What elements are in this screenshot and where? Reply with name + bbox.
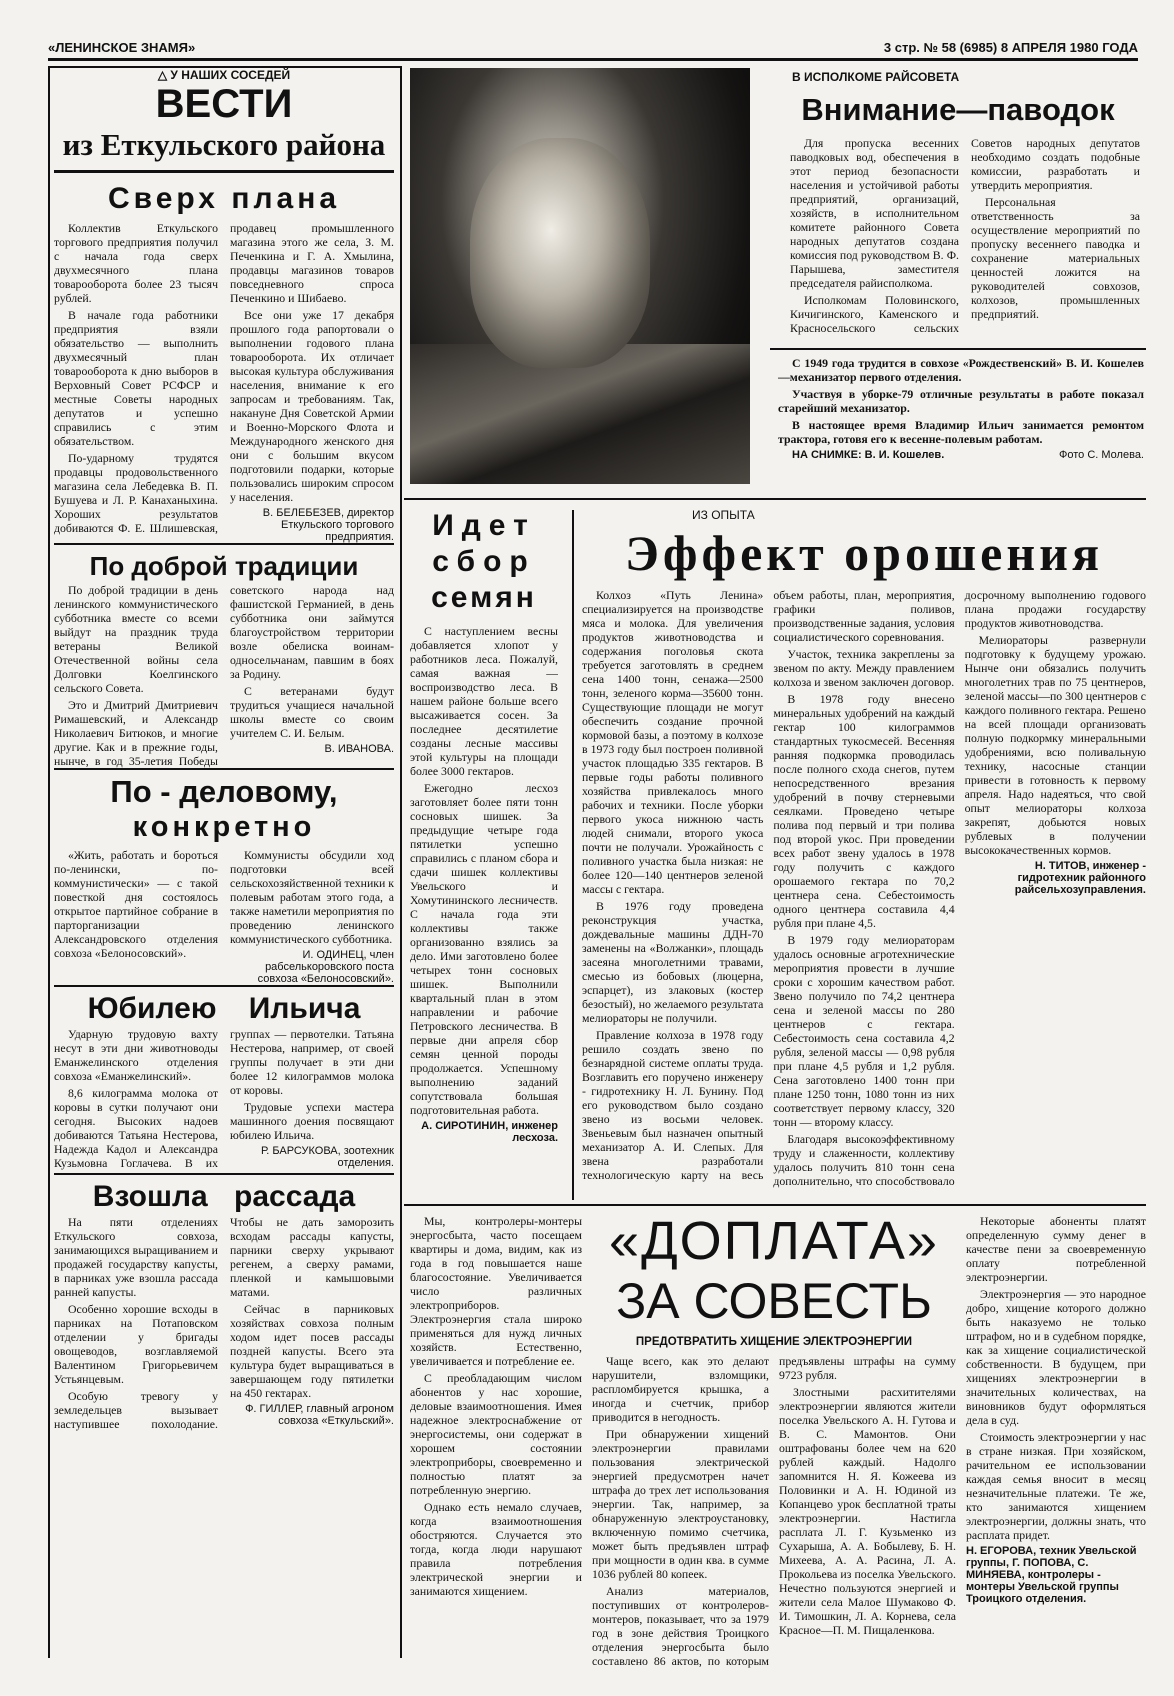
doplata-signature: Н. ЕГОРОВА, техник Увельской группы, Г. ПОПОВА, С. МИНЯЕВА, контролеры - монтеры Увельской группы Троицкого отделения. bbox=[966, 1545, 1137, 1605]
ispolkom-p2: Исполкомам Половинского, Кичигинского, Каменского и Красносельского сельских Советов народных депутатов необходимо создать подобные комиссии, разработать и утвердить мероприятия. bbox=[790, 136, 1140, 335]
rassada-p1: На пяти отделениях Еткульского совхоза, занимающихся выращиванием и продажей государству капусты, в парниках уже взошла рассада ранней капусты. bbox=[54, 1214, 218, 1299]
oroshenie-p1: Колхоз «Путь Ленина» специализируется на производстве мяса и молока. Для увеличения продуктов животноводства и содержания поголовья скота требуется заготовлять в среднем сена 1400 тонн, сенажа—2500 тонн, зеленого корма—35600 тонн. Существующие площади не могут обеспечить создание прочной кормовой базы, а поэтому в колхозе в 1973 году был построен поливной участок площадью 335 гектаров. В первые годы работы поливного хозяйства привлекалось много рабочих и техники. После уборки первого укоса нижнюю часть людей снимали, второго укоса почти не получали. Урожайность с поливного участка была низкая: не более 120—140 центнеров зеленой массы с гектара. bbox=[582, 588, 764, 896]
oroshenie-body bbox=[582, 588, 1146, 1188]
jubilee-p1: Ударную трудовую вахту несут в эти дни животноводы Еманжелинского отделения совхоза «Еманжелинский». bbox=[54, 1027, 218, 1083]
photo-face bbox=[470, 138, 650, 368]
rassada-body bbox=[54, 1215, 394, 1432]
seeds-title2: сбор bbox=[432, 545, 536, 578]
doplata-center-body bbox=[592, 1354, 956, 1670]
jubilee-p2: 8,6 килограмма молока от коровы в сутки получают они сегодня. Высоких надоев добиваются Татьяна Нестерова, Надежда Кадол и Александра Кузьмовна Гоглачева. В их группах — первотелки. Татьяна Нестерова, например, от своей группы получает в эти дни более 12 килограммов молока от коровы. bbox=[54, 1027, 394, 1170]
neighbors-column bbox=[54, 66, 394, 1656]
ispolkom-title: Внимание—паводок bbox=[801, 92, 1115, 127]
seeds-column bbox=[410, 508, 558, 1198]
doplata-center bbox=[592, 1210, 956, 1670]
oroshenie-block bbox=[582, 508, 1146, 1198]
jubilee-signature: Р. БАРСУКОВА, зоотехник отделения. bbox=[261, 1145, 394, 1169]
tradition-p3: С ветеранами будут трудиться учащиеся начальной школы вместе со своим учителем С. И. Белым. bbox=[230, 684, 394, 740]
seeds-divider bbox=[572, 510, 574, 1200]
doplata-right bbox=[966, 1214, 1146, 1670]
portrait-photo bbox=[410, 68, 750, 484]
oroshenie-p2: В 1976 году проведена реконструкция участка, дождевальные машины ДДН-70 заменены на «Волжанки», площадь засеяна многолетними травами, смесью из бобовых (люцерна, эспарцет), из злаковых (костер безостый), но желаемого результата мелиораторы не получили. bbox=[582, 899, 764, 1025]
caption-block bbox=[778, 356, 1144, 486]
rassada-signature: Ф. ГИЛЛЕР, главный агроном совхоза «Еткульский». bbox=[245, 1402, 394, 1427]
rassada-p2: Особенно хорошие всходы в парниках на Потаповском отделении у бригады овощеводов, возглавляемой Валентином Григорьевичем Устьянцевым. bbox=[54, 1301, 218, 1386]
sverkh-p3: По-ударному трудятся продавцы продовольственного магазина села Лебедевка В. П. Бушуева и Л. Р. Канаханыхина. Хороших результатов добиваются Ф. Е. Шлишевская, продавец промышленного магазина этого же села, З. М. Печенкина и Г. А. Хмылина, продавцы магазинов товаров повседневного спроса Печенкино и Шибаево. bbox=[54, 221, 394, 535]
jubilee-body bbox=[54, 1027, 394, 1173]
doplata-left bbox=[410, 1214, 582, 1670]
ispolkom-body bbox=[770, 136, 1146, 335]
doplata-p6: Анализ материалов, поступивших от контролеров-монтеров, показывает, что за 1979 год в зоне действия Троицкого отделения энергосбыта было составлено 86 актов, по которым предъявлены штрафы на сумму 9723 рубля. bbox=[592, 1354, 956, 1668]
seeds-title1: Идет bbox=[432, 509, 536, 542]
ispolkom-p3: Персональная ответственность за осуществление мероприятий по пропуску весеннего паводка и сохранение материальных ценностей ложится на руководителей совхозов, колхозов, промышленных предприятий. bbox=[971, 195, 1140, 321]
caption-snimok: НА СНИМКЕ: В. И. Кошелев. bbox=[792, 449, 945, 461]
oroshenie-p8: Мелиораторы развернули подготовку к будущему урожаю. Нынче они обязались получить многолетних трав по 75 центнеров, зеленой массы—по 300 центнеров с каждого поливного гектара. Решено на всей площади организовать полную подкормку минеральными удобрениями, всю поливальную технику, насосные станции привести в готовность к первому апреля. Надо надеяться, что свой опыт мелиораторы колхоза закрепят, добьются новых рублевых в получении высококачественных кормов. bbox=[964, 633, 1146, 857]
jubilee-p3: Трудовые успехи мастера машинного доения посвящают юбилею Ильича. bbox=[230, 1100, 394, 1142]
sverkh-p2: В начале года работники предприятия взяли обязательство — выполнить двухмесячный план товарооборота к дню выборов в Верховный Совет РСФСР и местные Советы народных депутатов и успешно справились с этим обязательством. bbox=[54, 308, 218, 448]
seeds-title3: семян bbox=[431, 581, 537, 614]
doplata-title1: «ДОПЛАТА» bbox=[609, 1211, 939, 1271]
doplata-kicker: ПРЕДОТВРАТИТЬ ХИЩЕНИЕ ЭЛЕКТРОЭНЕРГИИ bbox=[635, 1336, 913, 1348]
upper-section-rule bbox=[404, 498, 1146, 500]
seeds-signature: А. СИРОТИНИН, инженер лесхоза. bbox=[421, 1120, 558, 1144]
caption-p3: В настоящее время Владимир Ильич занимается ремонтом трактора, готовя его к весенне-полевым работам. bbox=[778, 418, 1144, 446]
paper-name: «ЛЕНИНСКОЕ ЗНАМЯ» bbox=[48, 40, 196, 55]
doplata-p7: Злостными расхитителями электроэнергии являются жители поселка Увельского А. Н. Гутова и В. С. Мамонтов. Они оштрафованы более чем на 620 рублей каждый. Надолго запомнится Н. Я. Кожеева из Половинки и А. Н. Юдиной из Копанцево урок бесплатной траты электроэнергии. Настигла расплата Л. Г. Кузьменко из Сухарыша, А. А. Бобылеву, Б. Н. Михеева, А. А. Расина, Л. А. Прокольева из поселка Увельского. Нечестно пользуются энергией и жители села Малое Шумаково Ф. И. Тимошкин, Л. А. Корнева, села Красное—П. М. Пищаленкова. bbox=[779, 1385, 956, 1637]
ispolkom-kicker: В ИСПОЛКОМЕ РАЙСОВЕТА bbox=[792, 70, 960, 84]
neighbors-title: ВЕСТИ bbox=[155, 82, 293, 126]
doplata-p4: Чаще всего, как это делают нарушители, взломщики, распломбируется крышка, а иногда и счетчик, прибор приводится в негодность. bbox=[592, 1354, 769, 1424]
doplata-p1: Мы, контролеры-монтеры энергосбыта, часто посещаем квартиры и дома, видим, как из года в год повышается наше благосостояние. Увеличивается число различных электроприборов. Электроэнергия стала широко применяться для нужд личных хозяйств. Естественно, увеличивается и потребление ее. bbox=[410, 1214, 582, 1368]
rassada-title: Взошла рассада bbox=[54, 1173, 394, 1215]
caption-p1: С 1949 года трудится в совхозе «Рождественский» В. И. Кошелев—механизатор первого отделения. bbox=[778, 356, 1144, 384]
sverkh-p1: Коллектив Еткульского торгового предприятия получил с начала года сверх двухмесячного плана товарооборота более 23 тысяч рублей. bbox=[54, 221, 218, 305]
seeds-p1: С наступлением весны добавляется хлопот у работников леса. Пожалуй, самая важная — воспроизводство леса. В нашем районе больше всего высаживается сосен. За последнее десятилетие созданы лесные массивы этой культуры на площади более 3000 гектаров. bbox=[410, 624, 558, 778]
oroshenie-p6: В 1979 году мелиораторам удалось основные агротехнические мероприятия провести в лучшие сроки с хорошим качеством работ. Звено получило по 74,2 центнера сена и зеленой массы по 280 центнеров с гектара. Себестоимость сена составила 4,2 рубля, зеленой массы — 0,98 рубля при плане 4,5 рубля и 1,2 рубля. Сена заготовлено 1400 тонн при плане 1250 тонн, 1080 тонн из них соответствует первому классу, 320 тонн — второму классу. bbox=[773, 933, 955, 1129]
delovomu-title2: конкретно bbox=[132, 811, 316, 843]
sverkh-title: Сверх плана bbox=[107, 182, 340, 215]
lower-section-rule bbox=[404, 1204, 1146, 1206]
oroshenie-title: Эффект орошения bbox=[624, 525, 1104, 581]
doplata-p3: Однако есть немало случаев, когда взаимоотношения обостряются. Случается это тогда, когда люди нарушают правила потребления электрической энергии и занимаются хищением. bbox=[410, 1500, 582, 1598]
doplata-p9: Электроэнергия — это народное добро, хищение которого должно быть наказуемо не только штрафом, но и в судебном порядке, как за хищение социалистической собственности. В будущем, при хищениях электроэнергии в значительных количествах, на виновников будут оформляться дела в суд. bbox=[966, 1287, 1146, 1427]
oroshenie-p5: В 1978 году внесено минеральных удобрений на каждый гектар 100 килограммов стандартных тукосмесей. Весенняя ранняя подкормка проводилась после полного схода снегов, путем непосредственного врезания удобрений в почву стерневыми сеялками. Проведено четыре полива под первый и три полива под второй укос. При проведении всех работ звену удалось в 1978 году получить с каждого орошаемого гектара по 70,2 центнера сена. Себестоимость одного центнера составила 4,4 рубля при плане 4,5. bbox=[773, 692, 955, 930]
sverkh-p4: Все они уже 17 декабря прошлого года рапортовали о выполнении годового плана товарооборота. Их отличает высокая культура обслуживания населения, внимание к его запросам и требованиям. Так, накануне Дня Советской Армии и Военно-Морского Флота и Международного женского дня они с большим вкусом подготовили подарки, которые пользовались широким спросом у населения. bbox=[230, 308, 394, 504]
rassada-p4: Сейчас в парниковых хозяйствах совхоза полным ходом идет посев рассады поздней капусты. Всего эта культура будет выращиваться в завершающем году пятилетки на 450 гектарах. bbox=[230, 1301, 394, 1400]
ispolkom-p1: Для пропуска весенних паводковых вод, обеспечения в этот период безопасности населения и устойчивой работы предприятий, организаций, хозяйств, в исполнительном комитете районного Совета народных депутатов создана комиссия под руководством В. Ф. Парышева, заместителя председателя райисполкома. bbox=[790, 136, 959, 290]
caption-p2: Участвуя в уборке-79 отличные результаты в работе показал старейший механизатор. bbox=[778, 387, 1144, 415]
sverkh-body bbox=[54, 221, 394, 543]
masthead bbox=[48, 40, 1138, 61]
seeds-p2: Ежегодно лесхоз заготовляет более пяти тонн сосновых шишек. За предыдущие четыре года пятилетки успешно справились с планом сбора и сдачи шишек коллективы Увельского и Хомутининского лесничеств. С начала года эти коллективы также организованно взялись за дело. Ими заготовлено более четырех тонн сосновых шишек. Выполнили квартальный план в этом направлении и рабочие Петровского лесничества. В первые дни апреля сбор семян ценной породы продолжается. Успешному выполнению заданий сопутствовала большая подготовительная работа. bbox=[410, 781, 558, 1117]
delovomu-body bbox=[54, 848, 394, 985]
delovomu-title1: По - деловому, bbox=[54, 768, 394, 810]
caption-photo-credit: Фото С. Молева. bbox=[1059, 449, 1144, 461]
tradition-body bbox=[54, 583, 394, 768]
oroshenie-p4: Участок, техника закреплены за звеном по акту. Между правлением колхоза и звеном заключен договор. bbox=[773, 647, 955, 689]
doplata-p5: При обнаружении хищений электроэнергии правилами пользования электрической энергией предусмотрен начет штрафа до трех лет использования энергии. Так, например, за обнаруженную электроустановку, включенную помимо счетчика, может быть предъявлен штраф при мощности в один ква. в сумме 1036 рублей 80 копеек. bbox=[592, 1427, 769, 1581]
oroshenie-kicker: ИЗ ОПЫТА bbox=[692, 508, 755, 522]
delovomu-signature: И. ОДИНЕЦ, член рабселькоровского поста совхоза «Белоносовский». bbox=[257, 949, 394, 985]
tradition-p2: Это и Дмитрий Дмитриевич Римашевский, и Александр Николаевич Битюков, и многие другие. Как и в прежние годы, нынче, в год 35-летия Победы советского народа над фашистской Германией, в день субботника они займутся благоустройством территории возле обелиска воинам-односельчанам, павшим в боях за Родину. bbox=[54, 583, 394, 768]
sverkh-signature: В. БЕЛЕБЕЗЕВ, директор Еткульского торгового предприятия. bbox=[262, 507, 394, 543]
doplata-p2: С преобладающим числом абонентов у нас хорошие, деловые взаимоотношения. Имея надежное электроснабжение от энергосистемы, они содержат в хорошем состоянии электроприборы, своевременно и полностью платят за потребленную энергию. bbox=[410, 1371, 582, 1497]
jubilee-title: Юбилею Ильича bbox=[54, 985, 394, 1027]
tradition-p1: По доброй традиции в день ленинского коммунистического субботника вместе со всеми выйдут на праздник труда ветераны Великой Отечественной войны села Долговки Коелгинского сельского Совета. bbox=[54, 583, 218, 695]
doplata-p8: Некоторые абоненты платят определенную сумму денег в качестве пени за своевременную оплату потребленной электроэнергии. bbox=[966, 1214, 1146, 1284]
tradition-title: По доброй традиции bbox=[54, 543, 394, 583]
ispolkom-bottom-rule bbox=[770, 348, 1146, 350]
doplata-title2: ЗА СОВЕСТЬ bbox=[616, 1273, 932, 1329]
issue-info: 3 стр. № 58 (6985) 8 АПРЕЛЯ 1980 ГОДА bbox=[883, 40, 1138, 55]
rassada-p3: Особую тревогу у земледельцев вызывает наступившее похолодание. Чтобы не дать заморозить всходам рассады капусты, парники сверху укрывают регенем, а сверху рамами, пленкой и камышовыми матами. bbox=[54, 1214, 394, 1431]
ispolkom-block bbox=[770, 66, 1146, 356]
neighbors-kicker: △ У НАШИХ СОСЕДЕЙ bbox=[157, 68, 291, 82]
tradition-signature: В. ИВАНОВА. bbox=[324, 743, 394, 755]
doplata-p10: Стоимость электроэнергии у нас в стране низкая. При хозяйском, рачительном ее использовании каждая семья вносит в месяц незначительные платежи. Те же, кто занимаются хищением электроэнергии, должны знать, что расплата придет. bbox=[966, 1430, 1146, 1542]
oroshenie-p3: Правление колхоза в 1978 году решило создать звено по безнарядной системе оплаты труда. Возглавить его поручено инженеру - гидротехнику Н. Л. Бунину. Под его руководством было создано звено из восьми человек. Звеньевым был назначен опытный механизатор А. И. Слепых. Для звена разработали технологическую карту на весь объем работы, план, мероприятия, графики поливов, производственные задания, условия социалистического соревнования. bbox=[582, 588, 955, 1182]
oroshenie-p7: Благодаря высокоэффективному труду и слаженности, коллективу удалось получить 810 тонн сена дополнительно, что способствовало досрочному выполнению годового плана продажи государству продуктов животноводства. bbox=[773, 588, 1146, 1188]
delovomu-p2: Коммунисты обсудили ход подготовки всей сельскохозяйственной техники к полевым работам этого года, а также наметили мероприятия по проведению ленинского коммунистического субботника. bbox=[230, 848, 394, 946]
oroshenie-signature: Н. ТИТОВ, инженер - гидротехник районного райсельхозуправления. bbox=[1014, 860, 1146, 896]
neighbors-subtitle: из Еткульского района bbox=[54, 126, 394, 173]
delovomu-p1: «Жить, работать и бороться по-ленински, по-коммунистически» — с такой повесткой дня состоялось открытое партийное собрание в парторганизации Александровского отделения совхоза «Белоносовский». bbox=[54, 848, 218, 960]
